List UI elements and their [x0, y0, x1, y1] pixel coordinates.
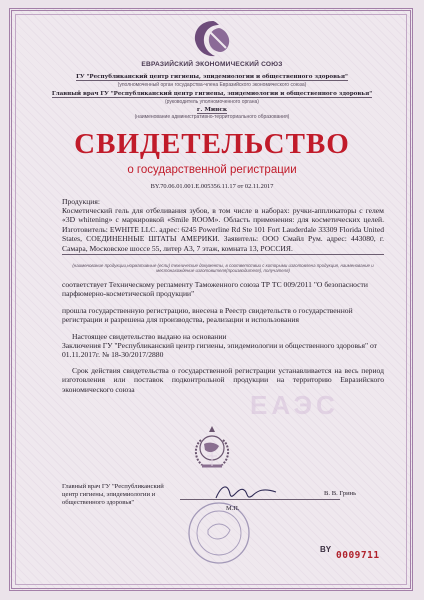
head-line: Главный врач ГУ "Республиканский центр гигиены, эпидемиологии и общественного здоровья" — [51, 91, 373, 97]
head-caption: (руководитель уполномоченного органа) — [165, 99, 259, 105]
serial-number: 0009711 — [336, 550, 380, 561]
registration-text: прошла государственную регистрацию, внесена в Реестр свидетельств о государственной регистрации и разрешена для производства, реализации и использования — [62, 306, 353, 325]
product-label: Продукция: — [62, 197, 100, 206]
official-stamp-icon — [186, 500, 252, 566]
issuer-line: ГУ "Республиканский центр гигиены, эпидемиологии и общественного здоровья" — [76, 74, 348, 80]
validity-text: Срок действия свидетельства о государственной регистрации устанавливается на весь период изготовления или поставок подконтрольной продукции на территорию Евразийского экономического союза — [62, 366, 384, 394]
signer-name: В. В. Гринь — [324, 490, 357, 497]
watermark-text: ЕАЭС — [250, 390, 339, 420]
city-line: г. Минск — [196, 107, 228, 113]
basis-line-1: Настоящее свидетельство выдано на основании — [72, 332, 227, 341]
issuer-caption: (уполномоченный орган государства-члена Евразийского экономического союза) — [117, 82, 307, 88]
certificate-subtitle: о государственной регистрации — [127, 164, 297, 176]
serial-prefix: BY — [320, 545, 332, 554]
certificate-title: СВИДЕТЕЛЬСТВО — [74, 128, 350, 160]
eaeu-emblem-icon — [190, 18, 236, 60]
coat-of-arms-icon — [188, 422, 236, 474]
basis-line-2: Заключения ГУ "Республиканский центр гигиены, эпидемиологии и общественного здоровья" от 01.11.2017г. № 18-30/2017/2880 — [62, 341, 378, 360]
union-title: ЕВРАЗИЙСКИЙ ЭКОНОМИЧЕСКИЙ СОЮЗ — [141, 61, 283, 68]
compliance-text: соответствует Техническому регламенту Таможенного союза ТР ТС 009/2011 "О безопасности парфюмерно-косметической продукции" — [62, 280, 368, 299]
product-caption: (наименование продукции,нормативные (если) технические документы, в соответствии с которыми изготовлена продукция, наименование и местонахождение изготовителя(производителя), получателя) — [72, 263, 374, 274]
signer-title: Главный врач ГУ "Республиканский центр гигиены, эпидемиологии и общественного здоровья" — [62, 483, 164, 507]
stamp-label: М.П. — [226, 505, 240, 512]
product-text: Косметический гель для отбеливания зубов, в том числе в наборах: ручки-аппликаторы с гелем «3D whitening» с маркировкой «Smile ROOM». Область применения: для косметических целей. Изготовитель: EWHITE LLC. адрес: 6245 Powerline Rd Ste 101 Fort Lauderdale 33309 Florida United States, СОЕДИНЕННЫЕ ШТАТЫ АМЕРИКИ. Заявитель: ООО Смайл Рум. адрес: 443080, г. Самара, Московское шоссе 55, литер А3, 7 этаж, комната 13, РОССИЯ. — [62, 206, 384, 255]
city-caption: (наименование административно-территориального образования) — [134, 114, 290, 120]
registration-number: BY.70.06.01.001.E.005356.11.17 от 02.11.2017 — [150, 183, 274, 190]
